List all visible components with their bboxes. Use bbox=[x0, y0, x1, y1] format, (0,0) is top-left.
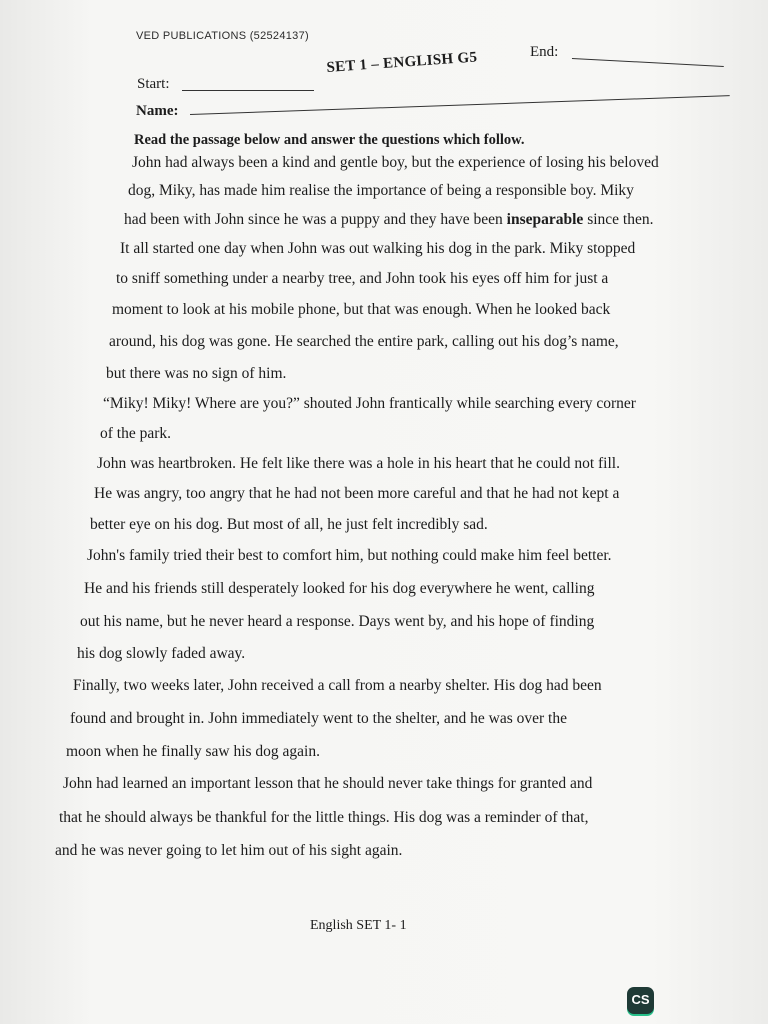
passage-line: but there was no sign of him. bbox=[106, 365, 287, 382]
name-label: Name: bbox=[136, 103, 179, 119]
camscanner-logo-icon: CS bbox=[627, 987, 654, 1014]
worksheet-title: SET 1 – ENGLISH G5 bbox=[326, 49, 478, 76]
passage-line: out his name, but he never heard a response. Days went by, and his hope of finding bbox=[80, 613, 595, 630]
passage-line: “Miky! Miky! Where are you?” shouted John frantically while searching every corner bbox=[103, 395, 636, 412]
passage-line: of the park. bbox=[100, 425, 172, 442]
end-time-label: End: bbox=[530, 44, 559, 60]
passage-line: John had learned an important lesson that he should never take things for granted and bbox=[63, 775, 593, 792]
passage-line: moment to look at his mobile phone, but that was enough. When he looked back bbox=[112, 301, 611, 318]
passage-line: John was heartbroken. He felt like there was a hole in his heart that he could not fill. bbox=[97, 455, 620, 472]
passage-line: He and his friends still desperately looked for his dog everywhere he went, calling bbox=[84, 580, 595, 597]
passage-line: and he was never going to let him out of his sight again. bbox=[55, 842, 403, 859]
publisher-label: VED PUBLICATIONS (52524137) bbox=[136, 30, 309, 42]
passage-line: better eye on his dog. But most of all, he just felt incredibly sad. bbox=[90, 516, 488, 533]
passage-line: around, his dog was gone. He searched the entire park, calling out his dog’s name, bbox=[109, 333, 619, 350]
passage-line: It all started one day when John was out walking his dog in the park. Miky stopped bbox=[120, 240, 636, 257]
passage-line: had been with John since he was a puppy and they have been inseparable since then. bbox=[124, 211, 654, 228]
instruction-text: Read the passage below and answer the questions which follow. bbox=[134, 132, 525, 148]
passage-line: his dog slowly faded away. bbox=[77, 645, 246, 662]
start-time-blank bbox=[182, 90, 314, 91]
emphasized-word: inseparable bbox=[506, 211, 584, 228]
passage-line: Finally, two weeks later, John received a call from a nearby shelter. His dog had been bbox=[73, 677, 602, 694]
start-time-label: Start: bbox=[137, 76, 170, 92]
passage-line: He was angry, too angry that he had not been more careful and that he had not kept a bbox=[94, 485, 620, 502]
passage-line: John had always been a kind and gentle boy, but the experience of losing his beloved bbox=[132, 154, 659, 171]
passage-line: found and brought in. John immediately went to the shelter, and he was over the bbox=[70, 710, 567, 727]
passage-line: that he should always be thankful for the little things. His dog was a reminder of that, bbox=[59, 809, 589, 826]
passage-line: dog, Miky, has made him realise the importance of being a responsible boy. Miky bbox=[128, 182, 634, 199]
passage-line: moon when he finally saw his dog again. bbox=[66, 743, 320, 760]
passage-line: to sniff something under a nearby tree, and John took his eyes off him for just a bbox=[116, 270, 609, 287]
page-footer: English SET 1- 1 bbox=[310, 918, 407, 933]
passage-line: John's family tried their best to comfort him, but nothing could make him feel better. bbox=[87, 547, 612, 564]
